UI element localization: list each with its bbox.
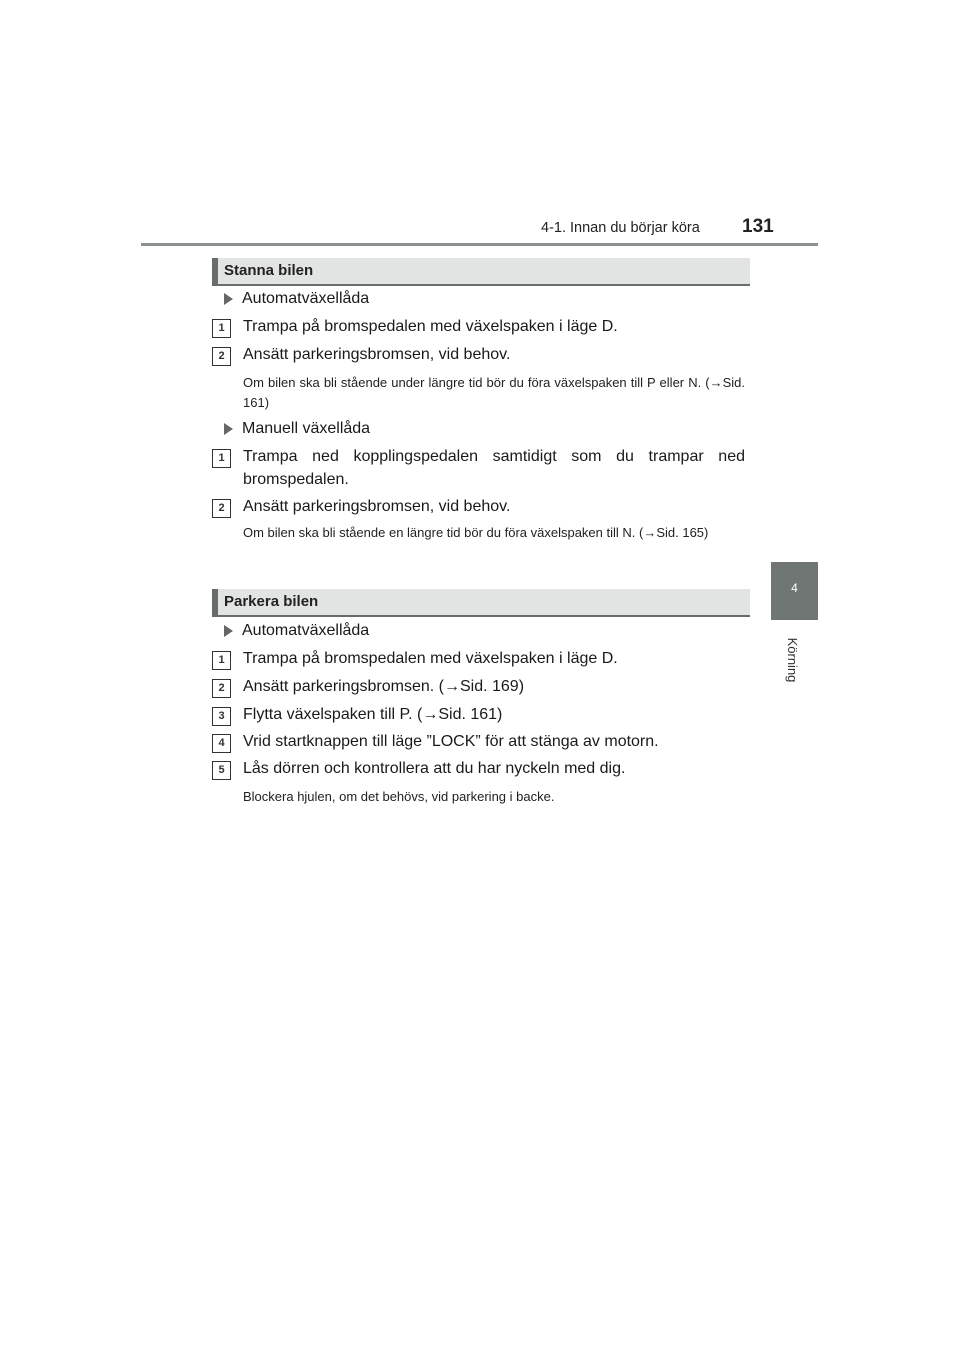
- step-item: [212, 315, 745, 338]
- step-item: [212, 343, 745, 366]
- step-item: [212, 703, 745, 726]
- step-item: [212, 730, 745, 753]
- step-item: [212, 647, 745, 670]
- step-text: Lås dörren och kontrollera att du har nyckeln med dig.: [243, 760, 626, 777]
- subheading: [224, 420, 370, 438]
- step-number-badge: 5: [212, 761, 231, 780]
- step-item: [212, 675, 745, 698]
- step-number-badge: 1: [212, 651, 231, 670]
- step-number-badge: 1: [212, 449, 231, 468]
- step-number-badge: 3: [212, 707, 231, 726]
- note-text: Om bilen ska bli stående en längre tid bör du föra växelspaken till N. (→Sid. 165): [243, 525, 709, 540]
- subheading-text: Automatväxellåda: [242, 622, 370, 639]
- chapter-label: Körning: [785, 637, 801, 683]
- subheading: [224, 622, 369, 640]
- subheading: [224, 290, 369, 308]
- step-text: Ansätt parkeringsbromsen, vid behov.: [243, 346, 511, 363]
- section-title: Stanna bilen: [224, 262, 314, 279]
- step-text: Ansätt parkeringsbromsen, vid behov.: [243, 498, 511, 515]
- triangle-bullet-icon: [224, 625, 233, 637]
- step-number-badge: 2: [212, 347, 231, 366]
- step-item: [212, 757, 745, 780]
- running-header-section: 4-1. Innan du börjar köra: [541, 220, 700, 236]
- step-text: Vrid startknappen till läge ”LOCK” för att stänga av motorn.: [243, 733, 659, 750]
- chapter-tab: [771, 562, 818, 620]
- step-number-badge: 4: [212, 734, 231, 753]
- step-text: Trampa ned kopplingspedalen samtidigt som du trampar ned bromspedalen.: [243, 448, 745, 488]
- section-heading-parkera: [212, 589, 750, 617]
- step-item: [212, 445, 745, 491]
- header-rule: [141, 243, 818, 246]
- heading-bar: [212, 258, 218, 284]
- section-title: Parkera bilen: [224, 593, 319, 610]
- note-text: Om bilen ska bli stående under längre tid bör du föra växelspaken till P eller N. (→Sid. 161): [243, 375, 745, 410]
- chapter-number: 4: [791, 581, 798, 595]
- subheading-text: Automatväxellåda: [242, 290, 370, 307]
- step-number-badge: 2: [212, 499, 231, 518]
- step-text: Trampa på bromspedalen med växelspaken i läge D.: [243, 318, 618, 335]
- subheading-text: Manuell växellåda: [242, 420, 371, 437]
- heading-bar: [212, 589, 218, 615]
- step-number-badge: 1: [212, 319, 231, 338]
- step-text: Ansätt parkeringsbromsen. (→Sid. 169): [243, 678, 525, 695]
- step-number-badge: 2: [212, 679, 231, 698]
- page-number: 131: [742, 216, 774, 237]
- section-heading-stanna: [212, 258, 750, 286]
- step-text: Trampa på bromspedalen med växelspaken i läge D.: [243, 650, 618, 667]
- step-text: Flytta växelspaken till P. (→Sid. 161): [243, 706, 503, 723]
- triangle-bullet-icon: [224, 423, 233, 435]
- step-item: [212, 495, 745, 518]
- note-text: Blockera hjulen, om det behövs, vid parkering i backe.: [243, 789, 555, 804]
- page-header: [0, 0, 960, 260]
- triangle-bullet-icon: [224, 293, 233, 305]
